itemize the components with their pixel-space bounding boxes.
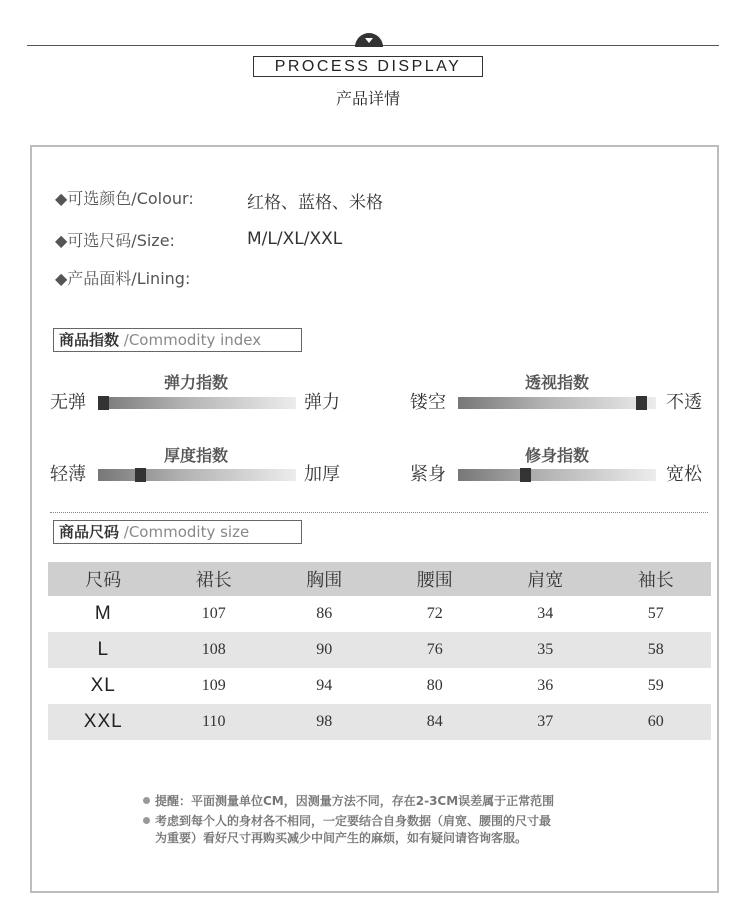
- table-cell: 57: [647, 605, 664, 622]
- bullet-icon: [143, 817, 150, 824]
- header-cell: 袖长: [637, 570, 674, 591]
- table-cell: 110: [202, 713, 226, 730]
- table-cell: 72: [426, 605, 443, 622]
- size-label: ◆可选尺码/Size:: [55, 231, 175, 250]
- table-cell: 109: [201, 677, 226, 694]
- size-cell: M: [94, 603, 112, 624]
- thickness-right-label: 加厚: [304, 464, 340, 485]
- table-cell: 84: [426, 713, 443, 730]
- elasticity-index-bar: [98, 397, 296, 409]
- header-title-cn: 产品详情: [335, 89, 400, 108]
- table-row: [48, 596, 711, 632]
- fit-index-bar: [458, 469, 656, 481]
- table-header-row: [48, 562, 711, 596]
- table-row: [48, 704, 711, 740]
- transparency-index-marker: [636, 396, 647, 410]
- size-cell: XL: [90, 675, 116, 696]
- table-cell: 94: [316, 677, 333, 694]
- thickness-left-label: 轻薄: [50, 464, 86, 485]
- commodity-size-title-en: /Commodity size: [119, 523, 250, 541]
- header-cell: 胸围: [306, 570, 343, 591]
- table-row: [48, 668, 711, 704]
- commodity-size-title-cn: 商品尺码: [59, 523, 120, 541]
- measurement-note: [143, 793, 554, 810]
- lining-label: ◆产品面料/Lining:: [55, 269, 191, 288]
- fit-left-label: 紧身: [410, 464, 446, 485]
- fit-right-label: 宽松: [666, 464, 702, 485]
- size-cell: XXL: [83, 711, 123, 732]
- header-cell: 肩宽: [527, 570, 564, 591]
- commodity-index-title: [53, 328, 302, 352]
- size-cell: L: [97, 639, 110, 660]
- thickness-index-bar: [98, 469, 296, 481]
- table-cell: 80: [426, 677, 443, 694]
- measurement-note-text: 提醒：平面测量单位CM，因测量方法不同，存在2-3CM误差属于正常范围: [155, 794, 555, 808]
- commodity-index-title-en: /Commodity index: [119, 331, 262, 349]
- table-row: [48, 632, 711, 668]
- header-title-en: PROCESS DISPLAY: [253, 56, 483, 77]
- table-cell: 98: [316, 713, 333, 730]
- chevron-down-icon: [355, 33, 383, 47]
- elasticity-index-marker: [98, 396, 109, 410]
- commodity-index-title-cn: 商品指数: [59, 331, 120, 349]
- table-cell: 35: [537, 641, 554, 658]
- colour-label: ◆可选颜色/Colour:: [55, 189, 194, 208]
- detail-panel: [30, 145, 719, 893]
- transparency-right-label: 不透: [666, 392, 702, 413]
- commodity-size-title: [53, 520, 302, 544]
- table-cell: 58: [647, 641, 664, 658]
- table-cell: 90: [316, 641, 333, 658]
- table-cell: 108: [201, 641, 226, 658]
- size-value: M/L/XL/XXL: [247, 229, 343, 249]
- thickness-index-title: 厚度指数: [163, 446, 228, 465]
- table-cell: 59: [647, 677, 664, 694]
- table-cell: 36: [537, 677, 554, 694]
- elasticity-left-label: 无弹: [50, 392, 86, 413]
- table-cell: 76: [426, 641, 443, 658]
- section-divider: [50, 512, 708, 513]
- fit-advice-line-2: 为重要）看好尺寸再购买减少中间产生的麻烦，如有疑问请咨询客服。: [155, 831, 528, 845]
- transparency-index-bar: [458, 397, 656, 409]
- transparency-left-label: 镂空: [410, 392, 446, 413]
- table-cell: 86: [316, 605, 333, 622]
- table-cell: 60: [647, 713, 664, 730]
- fit-advice-note: [143, 813, 551, 847]
- size-table: [48, 562, 711, 740]
- elasticity-index-title: 弹力指数: [163, 373, 228, 392]
- table-cell: 37: [537, 713, 554, 730]
- header-cell: 腰围: [416, 570, 453, 591]
- header-cell: 裙长: [195, 570, 232, 591]
- colour-value: 红格、蓝格、米格: [247, 193, 383, 213]
- header-cell: 尺码: [85, 570, 122, 591]
- elasticity-right-label: 弹力: [304, 392, 340, 413]
- fit-index-marker: [520, 468, 531, 482]
- thickness-index-marker: [135, 468, 146, 482]
- fit-advice-line-1: 考虑到每个人的身材各不相同，一定要结合自身数据（肩宽、腰围的尺寸最: [155, 814, 552, 828]
- table-cell: 107: [201, 605, 226, 622]
- transparency-index-title: 透视指数: [524, 373, 589, 392]
- bullet-icon: [143, 797, 150, 804]
- fit-index-title: 修身指数: [524, 446, 589, 465]
- table-cell: 34: [537, 605, 554, 622]
